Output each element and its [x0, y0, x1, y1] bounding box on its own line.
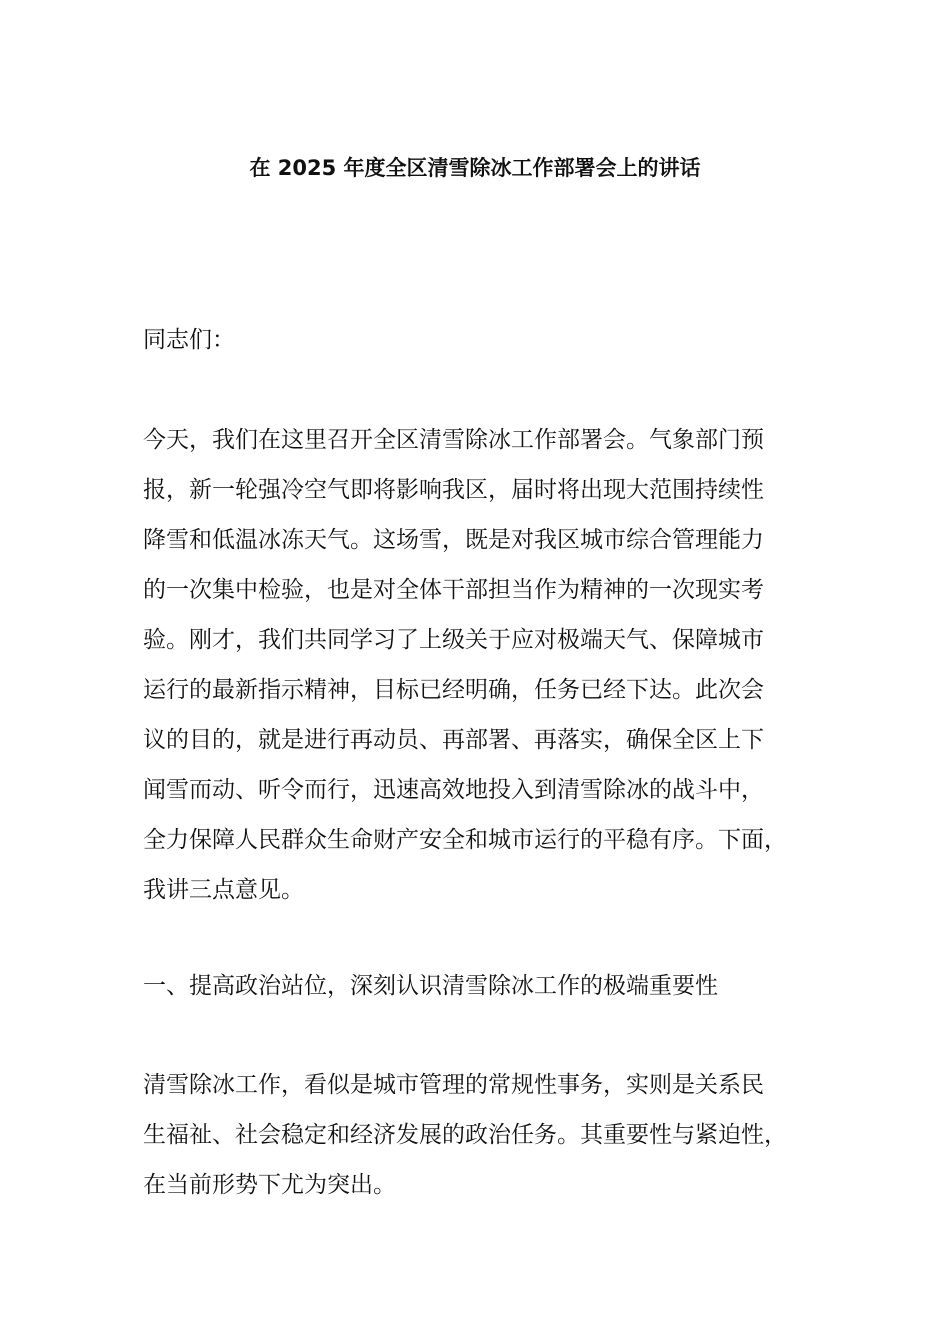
paragraph-line: 降雪和低温冰冻天气。这场雪，既是对我区城市综合管理能力	[143, 527, 764, 553]
paragraph-line: 今天，我们在这里召开全区清雪除冰工作部署会。气象部门预	[143, 427, 764, 453]
paragraph-line: 我讲三点意见。	[143, 877, 304, 903]
section-heading: 一、提高政治站位，深刻认识清雪除冰工作的极端重要性	[143, 973, 718, 999]
intro-paragraph	[143, 415, 843, 915]
paragraph-line: 验。刚才，我们共同学习了上级关于应对极端天气、保障城市	[143, 627, 764, 653]
paragraph-line: 在当前形势下尤为突出。	[143, 1172, 396, 1198]
paragraph-line: 议的目的，就是进行再动员、再部署、再落实，确保全区上下	[143, 727, 764, 753]
document-title: 在 2025 年度全区清雪除冰工作部署会上的讲话	[249, 156, 701, 180]
paragraph-line: 生福祉、社会稳定和经济发展的政治任务。其重要性与紧迫性，	[143, 1122, 787, 1148]
paragraph-line: 全力保障人民群众生命财产安全和城市运行的平稳有序。下面，	[143, 827, 787, 853]
paragraph-line: 的一次集中检验，也是对全体干部担当作为精神的一次现实考	[143, 577, 764, 603]
paragraph-line: 运行的最新指示精神，目标已经明确，任务已经下达。此次会	[143, 677, 764, 703]
paragraph-line: 报，新一轮强冷空气即将影响我区，届时将出现大范围持续性	[143, 477, 764, 503]
paragraph-line: 闻雪而动、听令而行，迅速高效地投入到清雪除冰的战斗中，	[143, 777, 764, 803]
salutation: 同志们：	[143, 327, 235, 353]
section1-paragraph	[143, 1060, 843, 1210]
paragraph-line: 清雪除冰工作，看似是城市管理的常规性事务，实则是关系民	[143, 1072, 764, 1098]
